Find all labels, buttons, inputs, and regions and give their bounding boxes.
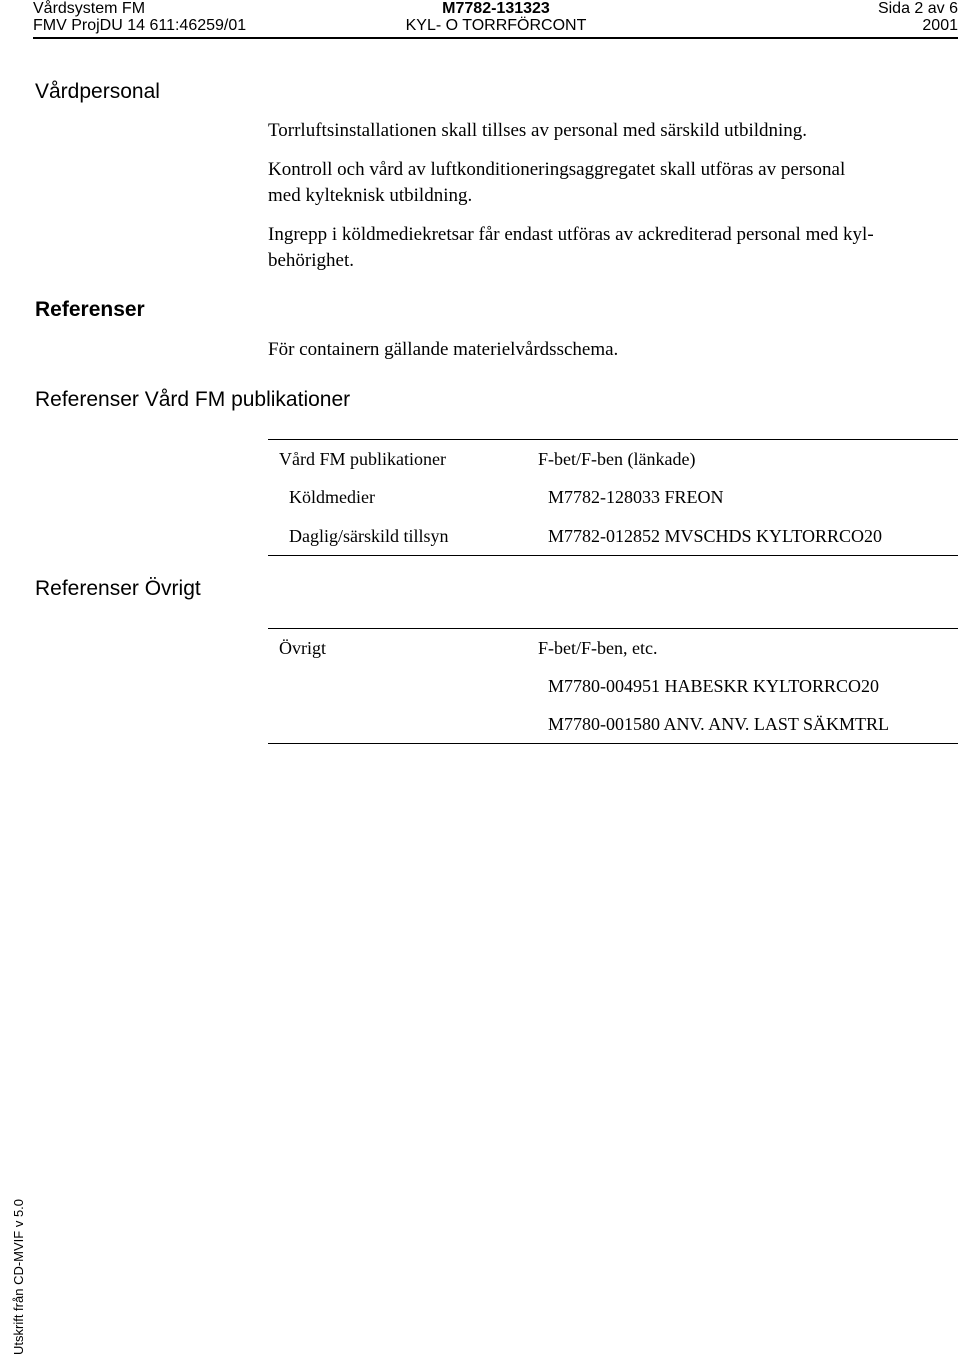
paragraph-ingrepp-line1: Ingrepp i köldmediekretsar får endast utföras av ackrediterad personal med kyl- (268, 224, 874, 245)
table-header-fbet: F-bet/F-ben, etc. (538, 638, 658, 658)
table-cell-publication: Köldmedier (289, 487, 375, 507)
table-cell-fbet: M7782-128033 FREON (548, 487, 724, 507)
header-year: 2001 (922, 17, 958, 34)
header-document-number: M7782-131323 (442, 0, 550, 17)
table-cell-fbet: M7780-004951 HABESKR KYLTORRCO20 (548, 676, 880, 696)
header-divider (33, 37, 958, 39)
section-heading-vard-fm-publikationer: Referenser Vård FM publikationer (35, 388, 351, 411)
table-header-publikationer: Vård FM publikationer (279, 449, 446, 469)
paragraph-torrluft: Torrluftsinstallationen skall tillses av personal med särskild utbildning. (268, 120, 808, 141)
section-heading-vardpersonal: Vårdpersonal (35, 80, 160, 103)
table-cell-publication: Daglig/särskild tillsyn (289, 526, 449, 546)
paragraph-kontroll-line1: Kontroll och vård av luftkonditioneringsaggregatet skall utföras av personal (268, 159, 846, 180)
table-cell-fbet: M7780-001580 ANV. ANV. LAST SÄKMTRL (548, 714, 890, 734)
header-document-title: KYL- O TORRFÖRCONT (405, 17, 587, 34)
header-page-number: Sida 2 av 6 (877, 0, 958, 17)
section-heading-referenser: Referenser (35, 298, 145, 321)
table-header-fbet: F-bet/F-ben (länkade) (538, 449, 696, 469)
header-system-name: Vårdsystem FM (33, 0, 146, 17)
print-source-note: Utskrift från CD-MVIF v 5.0 (11, 1198, 26, 1355)
table-header-ovrigt: Övrigt (279, 638, 326, 658)
header-project-id: FMV ProjDU 14 611:46259/01 (33, 17, 247, 34)
paragraph-referenser: För containern gällande materielvårdsschema. (268, 339, 619, 360)
paragraph-ingrepp-line2: behörighet. (268, 250, 355, 271)
table-bottom-rule (268, 743, 958, 744)
table-top-rule (268, 628, 958, 629)
table-cell-fbet: M7782-012852 MVSCHDS KYLTORRCO20 (548, 526, 883, 546)
table-top-rule (268, 439, 958, 440)
table-bottom-rule (268, 555, 958, 556)
paragraph-kontroll-line2: med kylteknisk utbildning. (268, 185, 473, 206)
section-heading-ovrigt: Referenser Övrigt (35, 577, 201, 600)
